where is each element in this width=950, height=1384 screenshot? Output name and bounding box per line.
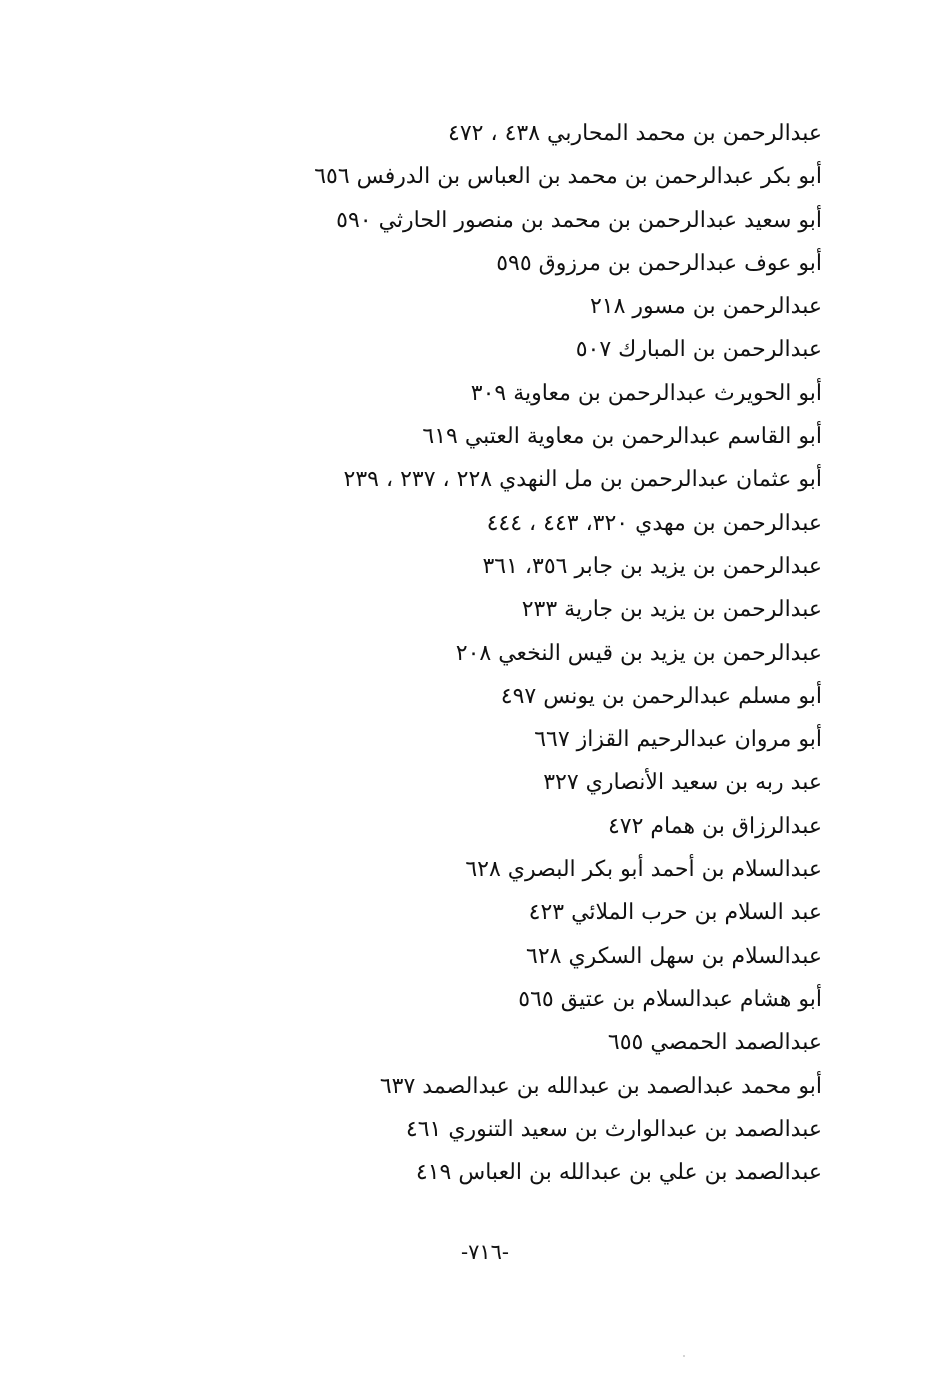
index-entry: أبو هشام عبدالسلام بن عتيق ٥٦٥: [518, 986, 822, 1012]
index-entry: عبدالسلام بن أحمد أبو بكر البصري ٦٢٨: [465, 857, 822, 883]
index-entry: أبو مروان عبدالرحيم القزاز ٦٦٧: [534, 727, 822, 753]
index-entry: عبدالرزاق بن همام ٤٧٢: [607, 813, 822, 839]
name-index-list: [302, 112, 822, 1194]
index-entry: أبو مسلم عبدالرحمن بن يونس ٤٩٧: [500, 683, 822, 709]
index-entry: أبو الحويرث عبدالرحمن بن معاوية ٣٠٩: [470, 380, 822, 406]
page-number: -٧١٦-: [460, 1240, 510, 1264]
index-entry: عبدالرحمن بن محمد المحاربي ٤٣٨ ، ٤٧٢: [448, 121, 822, 146]
index-entry: عبدالصمد الحمصي ٦٥٥: [607, 1030, 822, 1056]
index-entry: عبدالرحمن بن يزيد بن قيس النخعي ٢٠٨: [455, 640, 822, 666]
index-entry: عبد السلام بن حرب الملائي ٤٢٣: [528, 900, 822, 926]
index-entry: أبو القاسم عبدالرحمن بن معاوية العتبي ٦١٩: [422, 424, 822, 450]
index-entry: عبدالصمد بن عبدالوارث بن سعيد التنوري ٤٦١: [405, 1116, 822, 1142]
index-entry: عبدالرحمن بن يزيد بن جابر ٣٥٦، ٣٦١: [482, 553, 822, 579]
index-entry: عبدالصمد بن علي بن عبدالله بن العباس ٤١٩: [415, 1160, 822, 1186]
index-entry: عبدالسلام بن سهل السكري ٦٢٨: [526, 943, 822, 969]
index-entry: عبدالرحمن بن مهدي ٣٢٠، ٤٤٣ ، ٤٤٤: [486, 510, 822, 536]
scan-speck: [683, 1355, 685, 1357]
index-entry: أبو بكر عبدالرحمن بن محمد بن العباس بن الدرفس ٦٥٦: [314, 164, 822, 190]
index-entry: عبد ربه بن سعيد الأنصاري ٣٢٧: [543, 770, 822, 796]
index-entry: أبو سعيد عبدالرحمن بن محمد بن منصور الحارثي ٥٩٠: [336, 207, 822, 233]
index-entry: عبدالرحمن بن المبارك ٥٠٧: [575, 337, 822, 363]
index-entry: أبو عثمان عبدالرحمن بن مل النهدي ٢٢٨ ، ٢٣٧ ، ٢٣٩: [343, 467, 822, 493]
index-entry: عبدالرحمن بن مسور ٢١٨: [589, 294, 822, 320]
index-entry: أبو عوف عبدالرحمن بن مرزوق ٥٩٥: [496, 250, 822, 276]
index-entry: عبدالرحمن بن يزيد بن جارية ٢٣٣: [521, 597, 822, 623]
index-entry: أبو محمد عبدالصمد بن عبدالله بن عبدالصمد ٦٣٧: [379, 1073, 822, 1099]
